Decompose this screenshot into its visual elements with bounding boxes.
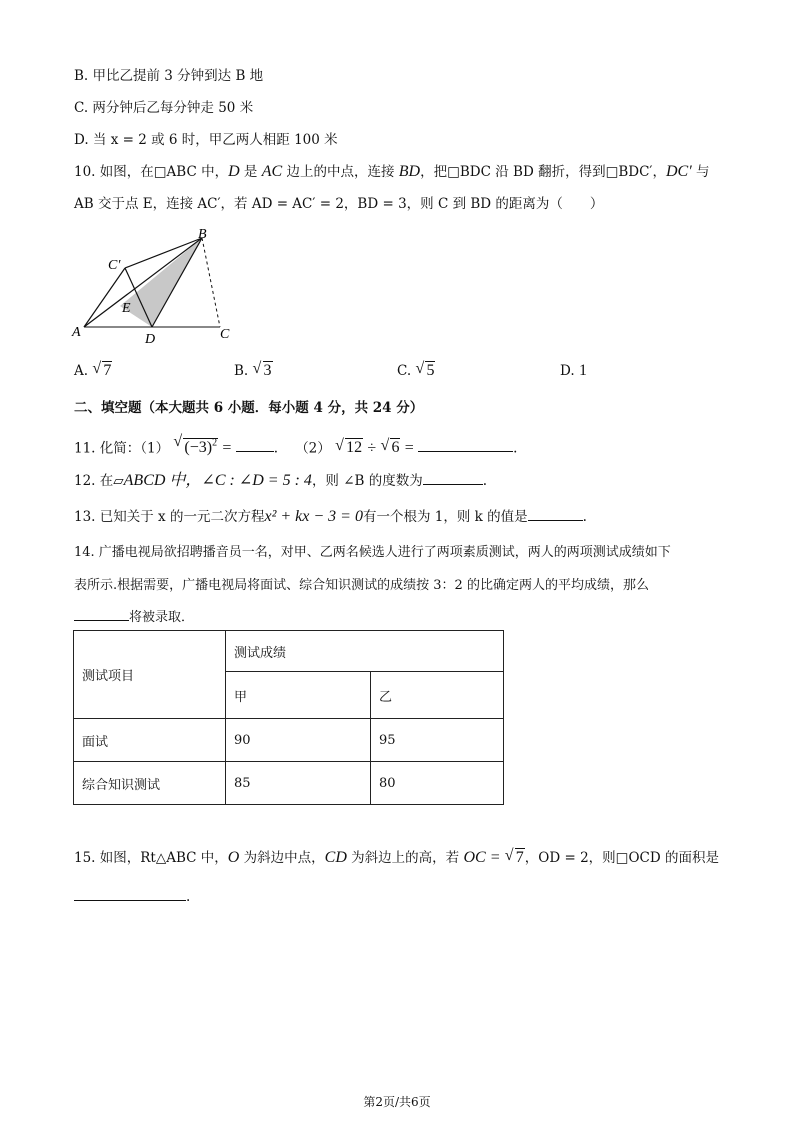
q15-line1: 15. 如图，Rt△ABC 中，O 为斜边中点，CD 为斜边上的高，若 OC = √ 7，OD = 2，则□OCD 的面积是	[74, 847, 719, 866]
q10-line1: 10. 如图，在□ABC 中，D 是 AC 边上的中点，连接 BD，把□BDC 沿 BD 翻折，得到□BDC′，DC′ 与	[74, 163, 710, 180]
q13: 13. 已知关于 x 的一元二次方程x² + kx − 3 = 0有一个根为 1，则 k 的值是 .	[74, 508, 587, 525]
answer-blank[interactable]	[418, 437, 513, 452]
row-item: 综合知识测试	[74, 762, 226, 805]
sqrt-sign: √ $(-3)^2$	[173, 433, 218, 457]
label-b: B	[198, 228, 207, 242]
page-footer: 第2页/共6页	[363, 1095, 431, 1109]
row-b: 80	[371, 762, 504, 805]
sqrt-sign: √ 7	[92, 360, 112, 379]
q11: 11. 化简：（1） √ $(-3)^2$ = . （2） √ 12 ÷ √ 6 = .	[74, 433, 518, 457]
answer-blank[interactable]	[528, 506, 583, 521]
shaded-triangle-bde	[120, 238, 202, 327]
q14-line1: 14. 广播电视局欲招聘播音员一名，对甲、乙两名候选人进行了两项素质测试，两人的两项测试成绩如下	[74, 545, 671, 560]
header-scores: 测试成绩	[226, 631, 504, 672]
header-item: 测试项目	[74, 631, 226, 719]
label-c-prime: C′	[108, 258, 121, 273]
q14-line2: 表所示.根据需要，广播电视局将面试、综合知识测试的成绩按 3：2 的比确定两人的平均成绩，那么	[74, 578, 649, 593]
section-2-title: 二、填空题（本大题共 6 小题．每小题 4 分，共 24 分）	[74, 400, 424, 416]
sqrt-sign: √ 7	[504, 847, 524, 866]
sqrt-sign: √ 5	[415, 360, 435, 379]
table-row	[74, 719, 504, 762]
segment-bc-dashed	[202, 238, 220, 327]
label-e: E	[122, 301, 131, 316]
label-c: C	[220, 327, 230, 342]
answer-blank[interactable]	[74, 886, 186, 901]
scores-table	[73, 630, 504, 805]
label-d: D	[145, 332, 156, 347]
row-item: 面试	[74, 719, 226, 762]
q15-line2: .	[74, 886, 190, 907]
label-a: A	[72, 325, 81, 340]
q14-line3: 将被录取．	[74, 606, 194, 628]
table-row	[74, 762, 504, 805]
q9-option-d: D. 当 x = 2 或 6 时，甲乙两人相距 100 米	[74, 132, 338, 148]
q10-line2: AB 交于点 E，连接 AC′，若 AD = AC′ = 2，BD = 3，则 C 到 BD 的距离为（ ）	[74, 196, 604, 212]
q10-figure	[70, 228, 240, 350]
q10-choice-c: C. √ 5	[397, 360, 435, 379]
row-a: 85	[226, 762, 371, 805]
q10-choice-d: D. 1	[560, 362, 587, 379]
sqrt-sign: √ 3	[252, 360, 272, 379]
header-col-a: 甲	[226, 672, 371, 719]
header-col-b: 乙	[371, 672, 504, 719]
answer-blank[interactable]	[423, 470, 483, 485]
row-b: 95	[371, 719, 504, 762]
q9-option-b: B. 甲比乙提前 3 分钟到达 B 地	[74, 68, 264, 84]
q12: 12. 在▱ABCD 中，∠C : ∠D = 5 : 4，则 ∠B 的度数为 .	[74, 472, 488, 489]
answer-blank[interactable]	[236, 437, 274, 452]
segment-ac-prime	[84, 268, 125, 327]
q9-option-c: C. 两分钟后乙每分钟走 50 米	[74, 100, 254, 116]
answer-blank[interactable]	[74, 606, 129, 621]
sqrt-sign: √ 6	[380, 437, 400, 457]
q10-choice-a: A. √ 7	[74, 360, 112, 379]
row-a: 90	[226, 719, 371, 762]
q10-choice-b: B. √ 3	[234, 360, 272, 379]
sqrt-sign: √ 12	[335, 437, 363, 457]
